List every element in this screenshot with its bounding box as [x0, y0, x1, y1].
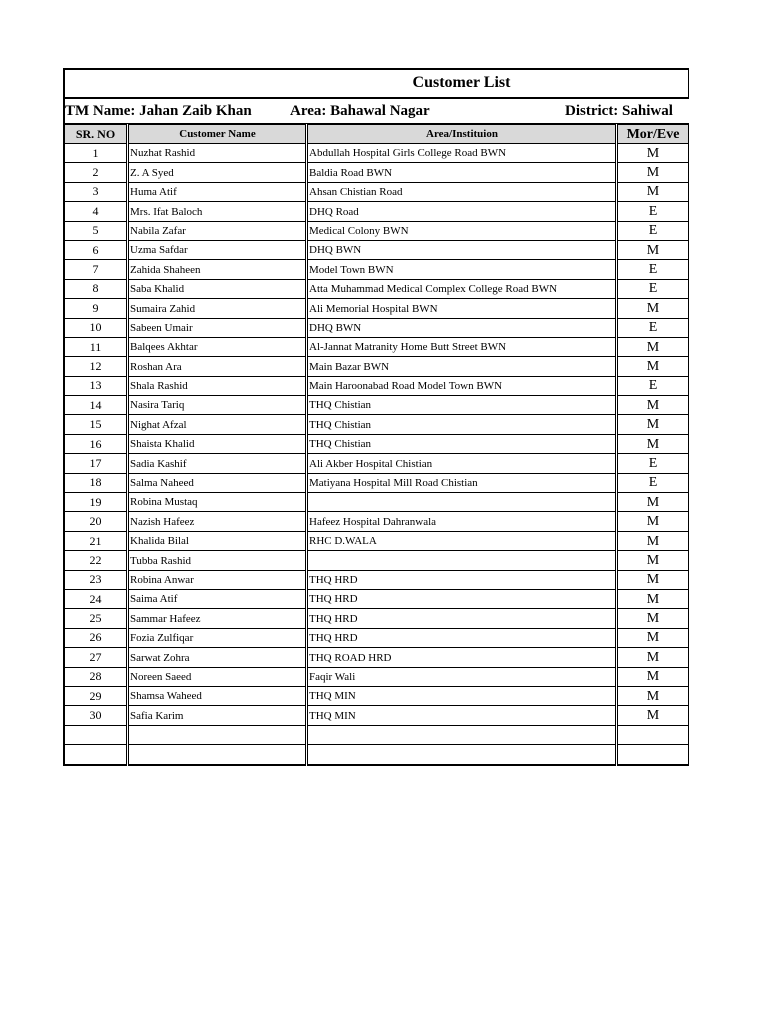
customer-name-cell: Balqees Akhtar: [128, 337, 307, 356]
sr-no-cell: 5: [64, 221, 128, 240]
sr-no-cell: 29: [64, 686, 128, 705]
customer-name-cell: Noreen Saeed: [128, 667, 307, 686]
info-row: [63, 97, 689, 124]
table-row: [64, 260, 689, 279]
sr-no-cell: 14: [64, 396, 128, 415]
mor-eve-cell: E: [617, 279, 689, 298]
table-row: [64, 725, 689, 744]
customer-name-cell: Tubba Rashid: [128, 551, 307, 570]
mor-eve-cell: M: [617, 609, 689, 628]
tm-name: TM Name: Jahan Zaib Khan: [65, 103, 252, 119]
area-cell: THQ MIN: [307, 686, 617, 705]
area-cell: Faqir Wali: [307, 667, 617, 686]
customer-name-cell: Shaista Khalid: [128, 434, 307, 453]
table-row: [64, 551, 689, 570]
mor-eve-cell: M: [617, 240, 689, 259]
mor-eve-cell: M: [617, 493, 689, 512]
area-cell: [307, 493, 617, 512]
customer-name-cell: Nabila Zafar: [128, 221, 307, 240]
table-row: [64, 589, 689, 608]
mor-eve-cell: M: [617, 512, 689, 531]
sr-no-cell: 27: [64, 648, 128, 667]
customer-name-cell: Z. A Syed: [128, 163, 307, 182]
table-row: [64, 144, 689, 163]
customer-name-cell: [128, 725, 307, 744]
sr-no-cell: 10: [64, 318, 128, 337]
area-cell: DHQ BWN: [307, 240, 617, 259]
mor-eve-cell: M: [617, 589, 689, 608]
customer-name-cell: Shala Rashid: [128, 376, 307, 395]
mor-eve-cell: M: [617, 299, 689, 318]
sr-no-cell: 1: [64, 144, 128, 163]
sr-no-cell: 16: [64, 434, 128, 453]
mor-eve-cell: M: [617, 337, 689, 356]
sr-no-cell: 8: [64, 279, 128, 298]
mor-eve-cell: M: [617, 551, 689, 570]
mor-eve-cell: E: [617, 318, 689, 337]
sr-no-cell: 3: [64, 182, 128, 201]
sr-no-cell: 2: [64, 163, 128, 182]
table-row: [64, 396, 689, 415]
table-row: [64, 357, 689, 376]
area-cell: THQ Chistian: [307, 396, 617, 415]
customer-name-cell: Sabeen Umair: [128, 318, 307, 337]
mor-eve-cell: E: [617, 473, 689, 492]
sr-no-cell: 30: [64, 706, 128, 725]
table-row: [64, 454, 689, 473]
area-cell: [307, 745, 617, 765]
area-cell: Matiyana Hospital Mill Road Chistian: [307, 473, 617, 492]
area-cell: Model Town BWN: [307, 260, 617, 279]
customer-list-sheet: [63, 68, 689, 766]
table-row: [64, 512, 689, 531]
table-row: [64, 609, 689, 628]
column-header-mor-eve: Mor/Eve: [617, 125, 689, 144]
mor-eve-cell: M: [617, 686, 689, 705]
sr-no-cell: 9: [64, 299, 128, 318]
table-row: [64, 299, 689, 318]
customer-name-cell: Sammar Hafeez: [128, 609, 307, 628]
table-row: [64, 531, 689, 550]
sr-no-cell: 17: [64, 454, 128, 473]
table-row: [64, 163, 689, 182]
area-cell: Main Haroonabad Road Model Town BWN: [307, 376, 617, 395]
customer-name-cell: Huma Atif: [128, 182, 307, 201]
mor-eve-cell: [617, 725, 689, 744]
page-title: Customer List: [412, 74, 511, 91]
table-row: [64, 415, 689, 434]
sr-no-cell: [64, 745, 128, 765]
area-cell: DHQ BWN: [307, 318, 617, 337]
table-row: [64, 706, 689, 725]
area-cell: THQ ROAD HRD: [307, 648, 617, 667]
table-row: [64, 240, 689, 259]
customer-name-cell: Robina Mustaq: [128, 493, 307, 512]
customer-name-cell: Nasira Tariq: [128, 396, 307, 415]
customer-name-cell: Safia Karim: [128, 706, 307, 725]
customer-name-cell: Sarwat Zohra: [128, 648, 307, 667]
area-cell: Ali Akber Hospital Chistian: [307, 454, 617, 473]
mor-eve-cell: M: [617, 415, 689, 434]
sr-no-cell: 21: [64, 531, 128, 550]
customer-name-cell: Roshan Ara: [128, 357, 307, 376]
table-row: [64, 202, 689, 221]
mor-eve-cell: E: [617, 454, 689, 473]
area-cell: THQ Chistian: [307, 434, 617, 453]
area-cell: Main Bazar BWN: [307, 357, 617, 376]
mor-eve-cell: [617, 745, 689, 765]
table-row: [64, 434, 689, 453]
table-row: [64, 493, 689, 512]
mor-eve-cell: E: [617, 260, 689, 279]
customer-name-cell: Zahida Shaheen: [128, 260, 307, 279]
sr-no-cell: 18: [64, 473, 128, 492]
area-cell: Atta Muhammad Medical Complex College Road BWN: [307, 279, 617, 298]
area-name: Area: Bahawal Nagar: [290, 103, 430, 119]
sr-no-cell: 25: [64, 609, 128, 628]
mor-eve-cell: M: [617, 144, 689, 163]
sr-no-cell: 7: [64, 260, 128, 279]
table-row: [64, 686, 689, 705]
mor-eve-cell: M: [617, 667, 689, 686]
area-cell: THQ HRD: [307, 628, 617, 647]
customer-name-cell: Khalida Bilal: [128, 531, 307, 550]
sr-no-cell: 22: [64, 551, 128, 570]
customer-name-cell: Nazish Hafeez: [128, 512, 307, 531]
sr-no-cell: 19: [64, 493, 128, 512]
customer-name-cell: [128, 745, 307, 765]
mor-eve-cell: E: [617, 202, 689, 221]
area-cell: THQ HRD: [307, 609, 617, 628]
customer-table: [63, 124, 689, 766]
mor-eve-cell: M: [617, 396, 689, 415]
mor-eve-cell: M: [617, 182, 689, 201]
sr-no-cell: 11: [64, 337, 128, 356]
sr-no-cell: 23: [64, 570, 128, 589]
table-header-row: [64, 125, 689, 144]
sr-no-cell: 20: [64, 512, 128, 531]
area-cell: Baldia Road BWN: [307, 163, 617, 182]
sr-no-cell: 13: [64, 376, 128, 395]
mor-eve-cell: E: [617, 376, 689, 395]
table-row: [64, 648, 689, 667]
table-row: [64, 473, 689, 492]
area-cell: Medical Colony BWN: [307, 221, 617, 240]
mor-eve-cell: E: [617, 221, 689, 240]
customer-name-cell: Saima Atif: [128, 589, 307, 608]
sr-no-cell: 28: [64, 667, 128, 686]
area-cell: THQ HRD: [307, 570, 617, 589]
mor-eve-cell: M: [617, 648, 689, 667]
mor-eve-cell: M: [617, 531, 689, 550]
table-body: [64, 144, 689, 765]
sr-no-cell: 24: [64, 589, 128, 608]
sr-no-cell: 15: [64, 415, 128, 434]
sr-no-cell: 12: [64, 357, 128, 376]
customer-name-cell: Sadia Kashif: [128, 454, 307, 473]
mor-eve-cell: M: [617, 163, 689, 182]
sr-no-cell: 4: [64, 202, 128, 221]
sr-no-cell: 6: [64, 240, 128, 259]
table-row: [64, 745, 689, 765]
table-row: [64, 337, 689, 356]
customer-name-cell: Uzma Safdar: [128, 240, 307, 259]
mor-eve-cell: M: [617, 706, 689, 725]
mor-eve-cell: M: [617, 434, 689, 453]
sr-no-cell: 26: [64, 628, 128, 647]
table-row: [64, 376, 689, 395]
title-row: [63, 68, 689, 97]
area-cell: Abdullah Hospital Girls College Road BWN: [307, 144, 617, 163]
customer-name-cell: Robina Anwar: [128, 570, 307, 589]
area-cell: Ahsan Chistian Road: [307, 182, 617, 201]
column-header-customer-name: Customer Name: [128, 125, 307, 144]
column-header-sr-no: SR. NO: [64, 125, 128, 144]
customer-name-cell: Fozia Zulfiqar: [128, 628, 307, 647]
table-row: [64, 628, 689, 647]
column-header-area: Area/Instituion: [307, 125, 617, 144]
customer-name-cell: Nuzhat Rashid: [128, 144, 307, 163]
table-row: [64, 318, 689, 337]
district-name: District: Sahiwal: [565, 103, 673, 119]
table-row: [64, 279, 689, 298]
area-cell: THQ MIN: [307, 706, 617, 725]
area-cell: THQ HRD: [307, 589, 617, 608]
customer-name-cell: Shamsa Waheed: [128, 686, 307, 705]
customer-name-cell: Salma Naheed: [128, 473, 307, 492]
mor-eve-cell: M: [617, 357, 689, 376]
area-cell: Ali Memorial Hospital BWN: [307, 299, 617, 318]
area-cell: Al-Jannat Matranity Home Butt Street BWN: [307, 337, 617, 356]
mor-eve-cell: M: [617, 628, 689, 647]
table-row: [64, 221, 689, 240]
area-cell: THQ Chistian: [307, 415, 617, 434]
table-row: [64, 182, 689, 201]
area-cell: DHQ Road: [307, 202, 617, 221]
area-cell: RHC D.WALA: [307, 531, 617, 550]
customer-name-cell: Sumaira Zahid: [128, 299, 307, 318]
customer-name-cell: Saba Khalid: [128, 279, 307, 298]
table-row: [64, 570, 689, 589]
area-cell: Hafeez Hospital Dahranwala: [307, 512, 617, 531]
area-cell: [307, 551, 617, 570]
customer-name-cell: Mrs. Ifat Baloch: [128, 202, 307, 221]
sr-no-cell: [64, 725, 128, 744]
table-row: [64, 667, 689, 686]
mor-eve-cell: M: [617, 570, 689, 589]
area-cell: [307, 725, 617, 744]
customer-name-cell: Nighat Afzal: [128, 415, 307, 434]
